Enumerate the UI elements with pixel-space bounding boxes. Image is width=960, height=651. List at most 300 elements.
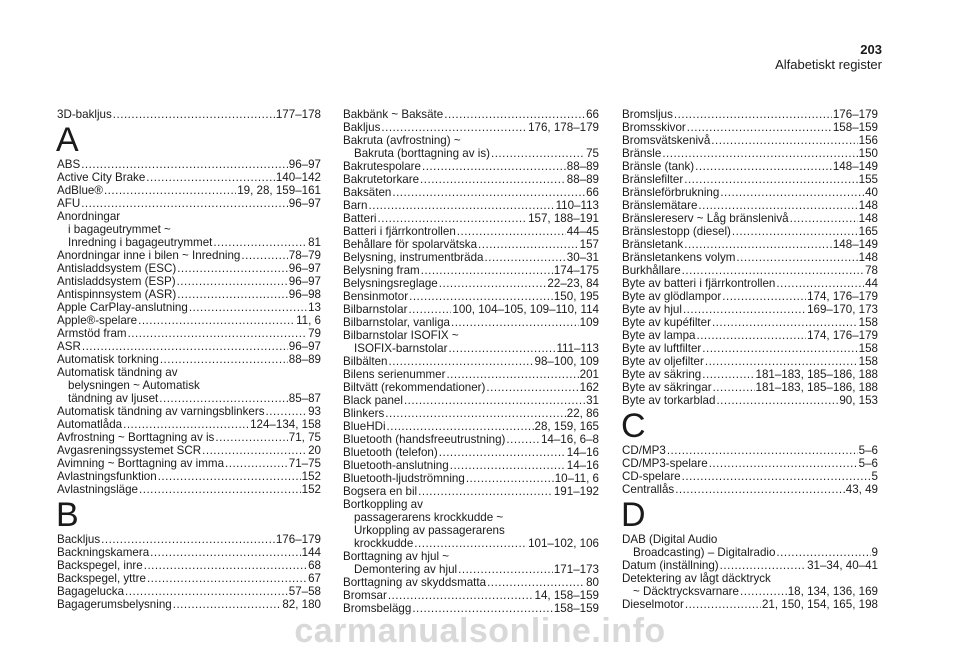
entry-pages: 19, 28, 159–161 [237, 184, 321, 197]
entry-term: Backspegel, yttre [57, 572, 146, 585]
dot-leader [241, 249, 287, 262]
dot-leader [684, 173, 857, 186]
entry-term: Bluetooth (handsfreeutrustning) [343, 433, 506, 446]
index-entry [57, 572, 321, 585]
entry-pages: 158 [858, 355, 878, 368]
entry-pages: 158–159 [832, 121, 878, 134]
index-entry [343, 199, 599, 212]
dot-leader [720, 186, 864, 199]
entry-pages: 191–192 [553, 485, 599, 498]
section-letter: B [56, 496, 79, 534]
entry-term: CD-spelare [622, 470, 681, 483]
entry-pages: 90, 153 [839, 394, 878, 407]
entry-pages: 177–178 [275, 108, 321, 121]
entry-pages: 44–45 [566, 225, 599, 238]
dot-leader [225, 457, 288, 470]
dot-leader [418, 485, 553, 498]
index-entry [622, 199, 878, 212]
dot-leader [776, 546, 870, 559]
index-column-2 [343, 108, 599, 615]
entry-term: Detektering av lågt däcktryck [622, 572, 771, 585]
dot-leader [682, 264, 864, 277]
entry-pages: 176–179 [275, 533, 321, 546]
entry-term: Automatisk torkning [57, 353, 159, 366]
entry-term: Bluetooth-ljudströmning [343, 472, 465, 485]
entry-term: Byte av torkarblad [622, 394, 716, 407]
index-column-3 [622, 108, 878, 611]
index-entry [343, 368, 599, 381]
index-entry [622, 394, 878, 407]
dot-leader [448, 342, 555, 355]
entry-pages: 22–23, 84 [547, 277, 599, 290]
index-entry [622, 533, 878, 546]
index-entry [57, 431, 321, 444]
entry-term: Byte av batteri i fjärrkontrollen [622, 277, 776, 290]
entry-term: Broadcasting) – Digitalradio [633, 546, 776, 559]
index-entry [57, 483, 321, 496]
dot-leader [369, 199, 555, 212]
dot-leader [444, 108, 585, 121]
entry-term: passagerarens krockkudde ~ [354, 511, 504, 524]
entry-pages: 43, 49 [845, 483, 878, 496]
entry-term: Byte av oljefilter [622, 355, 704, 368]
entry-pages: 96–98 [288, 288, 321, 301]
dot-leader [150, 546, 301, 559]
entry-term: ~ Däcktrycksvarnare [633, 585, 739, 598]
entry-term: Belysning fram [343, 264, 420, 277]
entry-pages: 148–149 [832, 238, 878, 251]
index-entry [343, 212, 599, 225]
index-entry [622, 303, 878, 316]
entry-pages: 85–87 [288, 392, 321, 405]
entry-pages: 66 [586, 108, 599, 121]
index-entry [343, 290, 599, 303]
entry-term: Bränslemätare [622, 199, 698, 212]
entry-pages: 68 [308, 559, 321, 572]
entry-term: Bakruta (avfrostning) ~ [343, 134, 461, 147]
dot-leader [662, 147, 857, 160]
entry-pages: 5–6 [858, 444, 878, 457]
index-entry [622, 212, 878, 225]
entry-term: Byte av glödlampor [622, 290, 722, 303]
entry-term: Antispinnsystem (ASR) [57, 288, 177, 301]
entry-pages: 5–6 [858, 457, 878, 470]
index-entry [57, 210, 321, 223]
entry-pages: 176–179 [832, 108, 878, 121]
dot-leader [716, 394, 838, 407]
dot-leader [695, 160, 832, 173]
entry-term: krockkudde [354, 537, 414, 550]
entry-pages: 96–97 [288, 197, 321, 210]
dot-leader [687, 121, 832, 134]
entry-term: Bränsle (tank) [622, 160, 695, 173]
index-entry [622, 355, 878, 368]
entry-term: Bromsskivor [622, 121, 686, 134]
entry-term: Byte av säkringar [622, 381, 712, 394]
dot-leader [684, 238, 832, 251]
entry-pages: 174–175 [553, 264, 599, 277]
dot-leader [458, 563, 553, 576]
entry-term: BlueHDi [343, 420, 386, 433]
index-entry [343, 121, 599, 134]
dot-leader [123, 418, 249, 431]
dot-leader [159, 392, 288, 405]
entry-pages: 148 [858, 251, 878, 264]
index-entry [622, 290, 878, 303]
index-entry [343, 316, 599, 329]
entry-term: Borttagning av skyddsmatta [343, 576, 487, 589]
index-entry [343, 134, 599, 147]
entry-term: Belysningsreglage [343, 277, 438, 290]
dot-leader [736, 251, 857, 264]
entry-term: CD/MP3 [622, 444, 666, 457]
index-entry [622, 444, 878, 457]
entry-pages: 201 [579, 368, 599, 381]
entry-pages: 96–97 [288, 262, 321, 275]
entry-pages: 98–100, 109 [534, 355, 599, 368]
index-entry [57, 197, 321, 210]
index-entry [57, 314, 321, 327]
dot-leader [189, 301, 307, 314]
dot-leader [158, 470, 301, 483]
entry-term: Datum (inställning) [622, 559, 719, 572]
entry-pages: 111–113 [556, 342, 599, 355]
dot-leader [177, 288, 288, 301]
index-entry [622, 147, 878, 160]
entry-term: Centrallås [622, 483, 675, 496]
index-entry [343, 147, 599, 160]
entry-pages: 169–170, 173 [807, 303, 878, 316]
index-entry [343, 394, 599, 407]
entry-pages: 88–89 [566, 160, 599, 173]
index-entry [343, 589, 599, 602]
entry-term: AFU [57, 197, 81, 210]
index-entry [57, 171, 321, 184]
entry-pages: 14–16, 6–8 [540, 433, 599, 446]
index-entry [343, 355, 599, 368]
entry-term: tändning av ljuset [68, 392, 159, 405]
index-entry [622, 585, 878, 598]
dot-leader [698, 199, 857, 212]
index-entry [343, 472, 599, 485]
dot-leader [128, 327, 308, 340]
entry-pages: 30–31 [566, 251, 599, 264]
index-entry [57, 585, 321, 598]
entry-term: Bromsvätskenivå [622, 134, 711, 147]
dot-leader [478, 238, 579, 251]
dot-leader [439, 446, 566, 459]
index-entry [343, 186, 599, 199]
dot-leader [104, 184, 236, 197]
index-entry [622, 598, 878, 611]
dot-leader [387, 420, 534, 433]
page-number: 203 [860, 42, 882, 57]
entry-pages: 71, 75 [288, 431, 321, 444]
index-entry [343, 407, 599, 420]
dot-leader [421, 264, 553, 277]
index-entry [622, 225, 878, 238]
entry-term: Bagagerumsbelysning [57, 598, 172, 611]
index-entry [622, 160, 878, 173]
index-entry [622, 457, 878, 470]
entry-term: Batteri i fjärrkontrollen [343, 225, 456, 238]
entry-pages: 78 [865, 264, 878, 277]
dot-leader [381, 121, 527, 134]
entry-pages: 148–149 [832, 160, 878, 173]
entry-pages: 10–11, 6 [554, 472, 599, 485]
dot-leader [439, 277, 547, 290]
entry-pages: 79 [308, 327, 321, 340]
dot-leader [160, 353, 288, 366]
entry-term: Bromsljus [622, 108, 673, 121]
index-entry [343, 238, 599, 251]
entry-term: Bluetooth-anslutning [343, 459, 449, 472]
dot-leader [709, 457, 858, 470]
dot-leader [711, 134, 857, 147]
entry-term: Dieselmotor [622, 598, 684, 611]
entry-term: Bilbälten [343, 355, 388, 368]
entry-term: Backljus [57, 533, 101, 546]
index-entry [57, 223, 321, 236]
index-entry [343, 485, 599, 498]
entry-term: Bakrutespolare [343, 160, 421, 173]
entry-pages: 5 [871, 470, 878, 483]
entry-pages: 14–16 [566, 459, 599, 472]
entry-term: ISOFIX-barnstolar [354, 342, 448, 355]
index-entry [57, 533, 321, 546]
dot-leader [450, 459, 566, 472]
dot-leader [420, 173, 566, 186]
page-header [775, 42, 882, 72]
entry-pages: 155 [858, 173, 878, 186]
entry-term: Backningskamera [57, 546, 150, 559]
index-entry [57, 236, 321, 249]
entry-term: Bilbarnstolar, vanliga [343, 316, 450, 329]
dot-leader [385, 407, 566, 420]
dot-leader [486, 381, 578, 394]
entry-pages: 96–97 [288, 275, 321, 288]
entry-pages: 18, 134, 136, 169 [787, 585, 878, 598]
dot-leader [266, 405, 308, 418]
dot-leader [404, 394, 585, 407]
entry-pages: 157 [579, 238, 599, 251]
entry-term: Byte av hjul [622, 303, 682, 316]
entry-pages: 140–142 [275, 171, 321, 184]
entry-term: Avlastningsfunktion [57, 470, 157, 483]
entry-pages: 174, 176–179 [807, 290, 878, 303]
dot-leader [388, 355, 533, 368]
entry-term: Bortkoppling av [343, 498, 423, 511]
index-entry [622, 238, 878, 251]
dot-leader [487, 576, 585, 589]
dot-leader [177, 275, 288, 288]
index-entry [622, 572, 878, 585]
entry-pages: 158 [858, 316, 878, 329]
entry-pages: 67 [308, 572, 321, 585]
index-entry [622, 121, 878, 134]
entry-term: Bromsbelägg [343, 602, 412, 615]
dot-leader [506, 433, 540, 446]
entry-term: Avfrostning ~ Borttagning av is [57, 431, 215, 444]
dot-leader [466, 472, 554, 485]
entry-term: Bilbarnstolar [343, 303, 408, 316]
dot-leader [674, 108, 832, 121]
entry-term: CD/MP3-spelare [622, 457, 708, 470]
entry-term: Bilbarnstolar ISOFIX ~ [343, 329, 459, 342]
page-subtitle: Alfabetiskt register [775, 57, 882, 72]
entry-pages: 20 [308, 444, 321, 457]
entry-pages: 176, 178–179 [528, 121, 599, 134]
index-entry [343, 459, 599, 472]
dot-leader [139, 483, 301, 496]
dot-leader [682, 470, 871, 483]
index-entry [343, 251, 599, 264]
index-entry [622, 342, 878, 355]
entry-term: Anordningar inne i bilen ~ Inredning [57, 249, 241, 262]
entry-pages: 13 [308, 301, 321, 314]
entry-term: AdBlue® [57, 184, 103, 197]
index-entry [343, 381, 599, 394]
index-entry [57, 470, 321, 483]
entry-term: DAB (Digital Audio [622, 533, 718, 546]
index-entry [57, 392, 321, 405]
index-entry [343, 524, 599, 537]
entry-pages: 80 [586, 576, 599, 589]
entry-term: Automatlåda [57, 418, 123, 431]
section-letter: D [621, 496, 646, 534]
dot-leader [722, 290, 806, 303]
dot-leader [422, 160, 566, 173]
dot-leader [790, 212, 858, 225]
index-entry [57, 301, 321, 314]
index-entry [343, 108, 599, 121]
dot-leader [685, 598, 761, 611]
dot-leader [667, 444, 858, 457]
entry-pages: 158–159 [553, 602, 599, 615]
index-entry [57, 108, 321, 121]
entry-pages: 100, 104–105, 109–110, 114 [452, 303, 599, 316]
dot-leader [457, 225, 566, 238]
index-column-1 [57, 108, 321, 611]
entry-pages: 124–134, 158 [250, 418, 321, 431]
index-entry [622, 381, 878, 394]
dot-leader [173, 598, 282, 611]
entry-term: Bränsletank [622, 238, 684, 251]
entry-pages: 144 [301, 546, 321, 559]
dot-leader [409, 290, 553, 303]
entry-pages: 181–183, 185–186, 188 [755, 368, 878, 381]
entry-term: Antisladdsystem (ESP) [57, 275, 176, 288]
entry-pages: 171–173 [553, 563, 599, 576]
entry-pages: 71–75 [288, 457, 321, 470]
entry-pages: 152 [301, 483, 321, 496]
index-entry [57, 444, 321, 457]
entry-pages: 75 [586, 147, 599, 160]
entry-term: Backspegel, inre [57, 559, 143, 572]
index-entry [57, 559, 321, 572]
entry-term: Barn [343, 199, 368, 212]
entry-term: Burkhållare [622, 264, 681, 277]
entry-pages: 78–79 [288, 249, 321, 262]
entry-pages: 14, 158–159 [534, 589, 599, 602]
index-entry [622, 173, 878, 186]
entry-term: Demontering av hjul [354, 563, 458, 576]
entry-pages: 148 [858, 212, 878, 225]
index-entry [622, 559, 878, 572]
index-entry [622, 316, 878, 329]
dot-leader [202, 444, 307, 457]
entry-term: Urkoppling av passagerarens [354, 524, 505, 537]
entry-pages: 96–97 [288, 340, 321, 353]
entry-term: 3D-bakljus [57, 108, 112, 121]
entry-term: Bränslereserv ~ Låg bränslenivå [622, 212, 789, 225]
dot-leader [702, 368, 754, 381]
index-entry [57, 184, 321, 197]
entry-term: Avlastningsläge [57, 483, 138, 496]
dot-leader [414, 537, 527, 550]
entry-pages: 40 [865, 186, 878, 199]
dot-leader [451, 316, 579, 329]
index-entry [57, 366, 321, 379]
dot-leader [713, 381, 755, 394]
index-entry [57, 340, 321, 353]
dot-leader [144, 559, 307, 572]
entry-term: Apple CarPlay-anslutning [57, 301, 188, 314]
dot-leader [705, 355, 858, 368]
index-entry [622, 368, 878, 381]
dot-leader [683, 303, 806, 316]
entry-term: Automatisk tändning av [57, 366, 178, 379]
entry-term: Bakrutetorkare [343, 173, 420, 186]
entry-pages: 109 [579, 316, 599, 329]
entry-pages: 14–16 [566, 446, 599, 459]
entry-term: Bluetooth (telefon) [343, 446, 438, 459]
entry-term: Bakruta (borttagning av is) [354, 147, 490, 160]
dot-leader [378, 212, 528, 225]
entry-pages: 157, 188–191 [528, 212, 599, 225]
dot-leader [446, 368, 578, 381]
entry-pages: 66 [586, 186, 599, 199]
entry-pages: 44 [865, 277, 878, 290]
entry-pages: 88–89 [566, 173, 599, 186]
entry-pages: 174, 176–179 [807, 329, 878, 342]
entry-term: ASR [57, 340, 81, 353]
entry-term: Automatisk tändning av varningsblinkers [57, 405, 265, 418]
index-entry [343, 446, 599, 459]
entry-pages: 96–97 [288, 158, 321, 171]
index-entry [343, 277, 599, 290]
entry-pages: 31–34, 40–41 [807, 559, 878, 572]
index-entry [57, 546, 321, 559]
index-entry [57, 418, 321, 431]
entry-term: Black panel [343, 394, 403, 407]
section-letter: A [56, 121, 79, 159]
entry-term: Biltvätt (rekommendationer) [343, 381, 486, 394]
entry-term: Bagagelucka [57, 585, 125, 598]
index-entry [57, 598, 321, 611]
index-entry [622, 134, 878, 147]
index-entry [343, 433, 599, 446]
entry-term: Belysning, instrumentbräda [343, 251, 484, 264]
index-entry [622, 277, 878, 290]
dot-leader [732, 225, 858, 238]
index-entry [57, 379, 321, 392]
entry-term: Baksäten [343, 186, 392, 199]
entry-pages: 31 [586, 394, 599, 407]
entry-pages: 156 [858, 134, 878, 147]
entry-term: Borttagning av hjul ~ [343, 550, 450, 563]
index-entry [343, 264, 599, 277]
